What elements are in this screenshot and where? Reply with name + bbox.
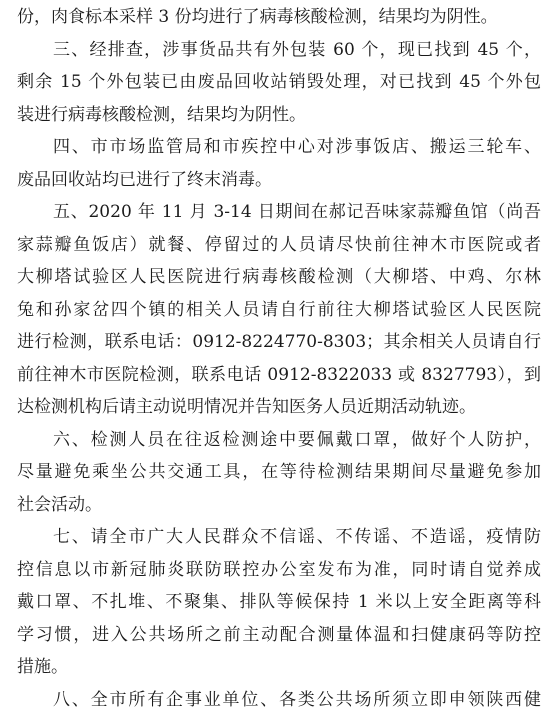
text-line-1: 份，肉食标本采样 3 份均进行了病毒核酸检测，结果均为阴性。 [17,7,498,27]
text-line-18: 控信息以市新冠肺炎联防联控办公室发布为准，同时请自觉养成 [17,560,541,580]
text-line-21: 措施。 [17,657,68,677]
text-line-5: 四、市市场监管局和市疾控中心对涉事饭店、搬运三轮车、 [53,137,541,157]
text-line-9: 大柳塔试验区人民医院进行病毒核酸检测（大柳塔、中鸡、尔林 [17,267,541,287]
text-line-7: 五、2020 年 11 月 3-14 日期间在郝记吾味家蒜瓣鱼馆（尚吾 [53,202,541,222]
text-line-8: 家蒜瓣鱼饭店）就餐、停留过的人员请尽快前往神木市医院或者 [17,235,541,255]
text-line-19: 戴口罩、不扎堆、不聚集、排队等候保持 1 米以上安全距离等科 [17,592,541,612]
text-line-13: 达检测机构后请主动说明情况并告知医务人员近期活动轨迹。 [17,397,476,417]
text-line-15: 尽量避免乘坐公共交通工具，在等待检测结果期间尽量避免参加 [17,462,541,482]
text-line-12: 前往神木市医院检测，联系电话 0912-8322033 或 8327793），到 [17,365,541,385]
text-line-10: 兔和孙家岔四个镇的相关人员请自行前往大柳塔试验区人民医院 [17,300,541,320]
text-line-20: 学习惯，进入公共场所之前主动配合测量体温和扫健康码等防控 [17,625,541,645]
text-line-17: 七、请全市广大人民群众不信谣、不传谣、不造谣，疫情防 [53,527,541,547]
text-line-4: 装进行病毒核酸检测，结果均为阴性。 [17,105,306,125]
text-line-3: 剩余 15 个外包装已由废品回收站销毁处理，对已找到 45 个外包 [17,72,541,92]
text-line-14: 六、检测人员在往返检测途中要佩戴口罩，做好个人防护， [53,430,541,450]
text-line-16: 社会活动。 [17,495,102,515]
text-line-11: 进行检测，联系电话：0912-8224770-8303；其余相关人员请自行 [17,332,541,352]
text-line-22: 八、全市所有企事业单位、各类公共场所须立即申领陕西健 [53,690,541,710]
text-line-6: 废品回收站均已进行了终末消毒。 [17,170,272,190]
text-line-2: 三、经排查，涉事货品共有外包装 60 个，现已找到 45 个， [53,40,541,60]
